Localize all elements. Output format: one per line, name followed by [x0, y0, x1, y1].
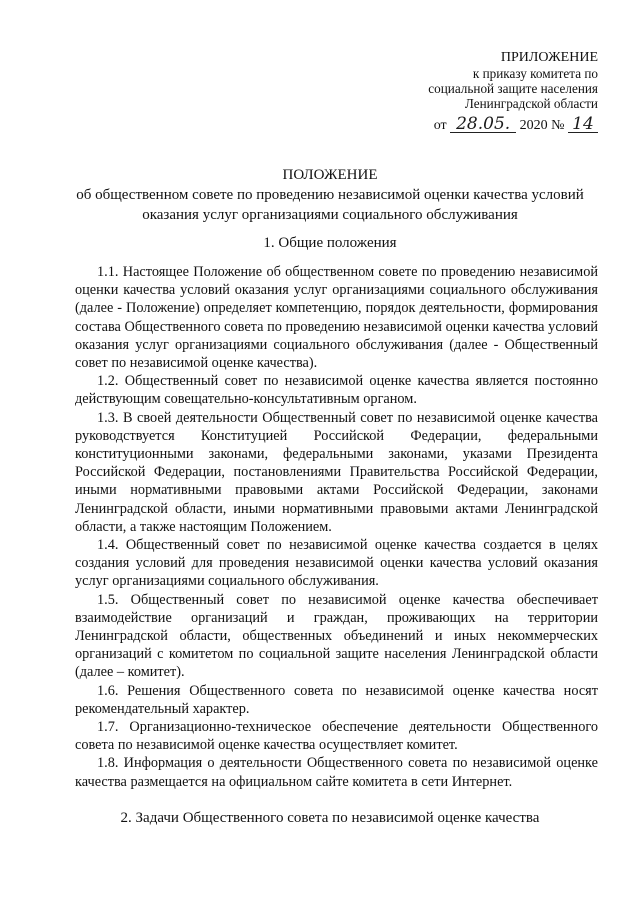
appendix-title: ПРИЛОЖЕНИЕ — [500, 50, 598, 65]
document-title-line-2: об общественном совете по проведению независимой оценки качества условий — [76, 187, 584, 203]
paragraph-1-7: 1.7. Организационно-техническое обеспечение деятельности Общественного совета по независимой оценке качества осуществляет комитет. — [75, 719, 598, 754]
order-date-handwritten: 28.05. — [450, 116, 516, 133]
paragraph-1-3: 1.3. В своей деятельности Общественный совет по независимой оценке качества руководствуется Конституцией Российской Федерации, федеральными конституционными законами, федеральными законами, указами Президента Российской Федерации, постановлениями Правительства Российской Федерации, иными нормативными правовыми актами Российской Федерации, законами Ленинградской области, иными нормативными правовыми актами Ленинградской области, а также настоящим Положением. — [75, 409, 598, 535]
order-number-handwritten: 14 — [568, 116, 598, 133]
appendix-line-3: Ленинградской области — [464, 96, 598, 111]
order-year: 2020 № — [519, 118, 565, 133]
paragraph-1-4: 1.4. Общественный совет по независимой оценке качества создается в целях создания условий для проведения независимой оценки качества условий оказания услуг организациями социального обслуживания. — [75, 537, 598, 590]
paragraph-1-5: 1.5. Общественный совет по независимой оценке качества обеспечивает взаимодействие организаций и граждан, проживающих на территории Ленинградской области, общественных объединений и иных некоммерческих организаций с комитетом по социальной защите населения Ленинградской области (далее – комитет). — [75, 591, 598, 681]
document-title — [60, 165, 600, 225]
appendix-header — [428, 50, 598, 111]
paragraph-1-6: 1.6. Решения Общественного совета по независимой оценке качества носят рекомендательный характер. — [75, 682, 598, 717]
paragraph-1-8: 1.8. Информация о деятельности Общественного совета по независимой оценке качества размещается на официальном сайте комитета в сети Интернет. — [75, 755, 598, 790]
appendix-line-1: к приказу комитета по — [472, 66, 598, 81]
order-date-number — [434, 116, 598, 136]
order-prefix: от — [433, 118, 447, 133]
section-1-heading: 1. Общие положения — [263, 235, 397, 251]
paragraph-1-1: 1.1. Настоящее Положение об общественном совете по проведению независимой оценки качества условий оказания услуг организациями социального обслуживания (далее - Положение) определяет компетенцию, порядок деятельности, формирования состава Общественного совета по проведению независимой оценки качества условий оказания услуг организациями социального обслуживания (далее - Общественный совет по независимой оценке качества). — [75, 264, 598, 372]
section-1-body — [75, 263, 598, 791]
paragraph-1-2: 1.2. Общественный совет по независимой оценке качества является постоянно действующим совещательно-консультативным органом. — [75, 373, 598, 408]
section-2-heading: 2. Задачи Общественного совета по независимой оценке качества — [120, 810, 540, 826]
document-title-line-1: ПОЛОЖЕНИЕ — [282, 167, 378, 183]
document-title-line-3: оказания услуг организациями социального обслуживания — [142, 207, 518, 223]
appendix-line-2: социальной защите населения — [428, 81, 598, 96]
